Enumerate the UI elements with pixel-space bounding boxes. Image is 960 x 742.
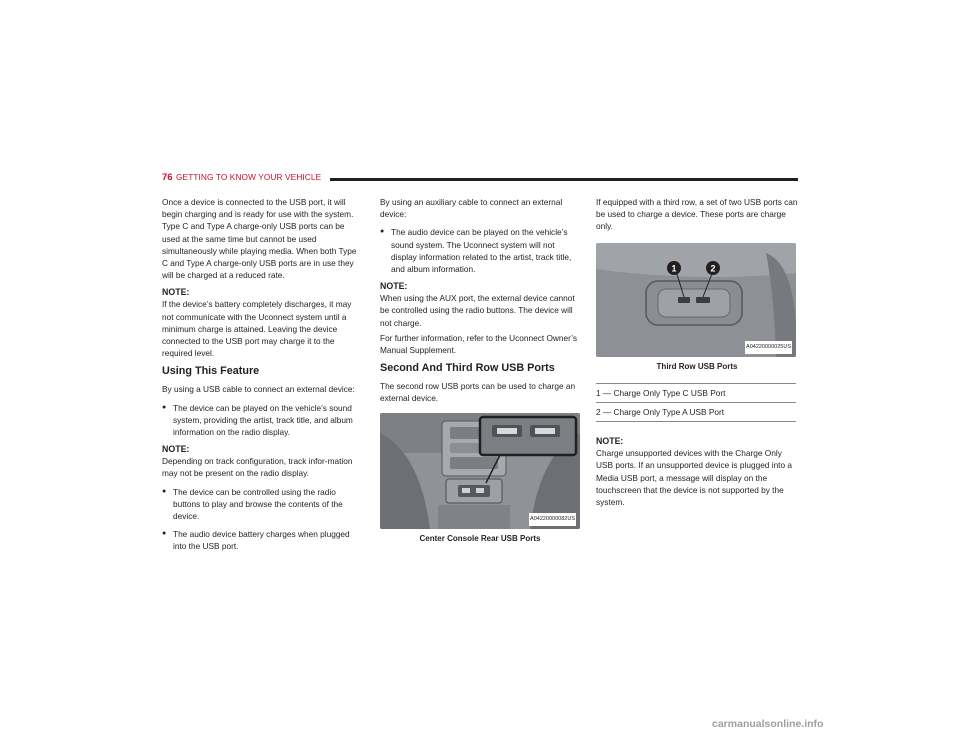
table-row [596,383,796,402]
list-item [162,528,364,552]
list-item [162,402,364,439]
note-heading: NOTE: [162,287,190,298]
column-2 [380,196,580,545]
figure-id: A04220000025US [745,341,792,353]
bullet-icon: ● [162,487,167,495]
center-console-illustration [380,413,580,529]
note-text: Charge unsupported devices with the Charge Only USB ports. If an unsupported device is plugged into a Media USB port, a message will display on the touchscreen that the device is not supported by the system. [596,448,793,508]
list-item-text: The device can be played on the vehicle’s sound system, providing the artist, track title, and album information on the radio display. [173,402,353,438]
bullet-list [380,226,580,275]
section-title: GETTING TO KNOW YOUR VEHICLE [176,172,322,182]
center-console-figure [380,413,580,529]
column-1 [162,196,364,559]
callout-1-label: 1 [671,263,677,274]
paragraph: The second row USB ports can be used to charge an external device. [380,381,576,404]
figure-legend [596,383,796,422]
paragraph: If equipped with a third row, a set of two USB ports can be used to charge a device. These ports are charge only. [596,197,798,232]
table-row [596,403,796,422]
bullet-icon: ● [162,530,167,538]
list-item-text: The audio device can be played on the vehicle’s sound system. The Uconnect system will not display information related to the artist, track title, and album information. [391,227,572,275]
bullet-list [162,486,364,553]
column-3 [596,196,798,514]
note-text: When using the AUX port, the external device cannot be controlled using the radio buttons. The device will not charge. [380,293,575,328]
list-item-text: The device can be controlled using the radio buttons to play and browse the contents of the device. [173,486,343,522]
note-text: If the device’s battery completely discharges, it may not communicate with the Uconnect system until a minimum charge is attained. Leaving the device connected to the USB port may charge it to the required level. [162,299,352,359]
list-item [380,226,580,275]
note-heading: NOTE: [162,444,190,455]
legend-item: 2 — Charge Only Type A USB Port [596,403,796,422]
note-text: Depending on track configuration, track infor-mation may not be present on the radio display. [162,456,353,479]
figure-id: A04220000082US [529,513,576,525]
header-rule [330,178,798,181]
watermark: carmanualsonline.info [712,718,824,730]
page-number: 76 [162,172,173,183]
paragraph: By using a USB cable to connect an external device: [162,384,355,395]
bullet-list [162,402,364,439]
paragraph: By using an auxiliary cable to connect an external device: [380,197,563,220]
figure-caption: Third Row USB Ports [656,361,738,371]
note-heading: NOTE: [380,281,408,292]
list-item-text: The audio device battery charges when plugged into the USB port. [173,529,350,552]
section-heading: Using This Feature [162,365,260,378]
callout-2-label: 2 [710,263,716,274]
figure-caption: Center Console Rear USB Ports [419,533,541,543]
third-row-illustration [596,243,796,357]
bullet-icon: ● [380,228,385,236]
note-heading: NOTE: [596,436,624,447]
legend-item: 1 — Charge Only Type C USB Port [596,383,796,402]
third-row-figure [596,243,796,357]
list-item [162,486,364,523]
paragraph: For further information, refer to the Uconnect Owner’s Manual Supplement. [380,332,578,356]
page-header [162,172,798,186]
bullet-icon: ● [162,403,167,411]
section-heading: Second And Third Row USB Ports [380,362,555,375]
intro-paragraph: Once a device is connected to the USB port, it will begin charging and is ready for use with the system. Type C and Type A charge-only USB ports can be used at the same time but cannot be used simultaneously while playing media. When both Type C and Type A charge-only USB ports are in use they will be charged at a reduced rate. [162,197,357,281]
